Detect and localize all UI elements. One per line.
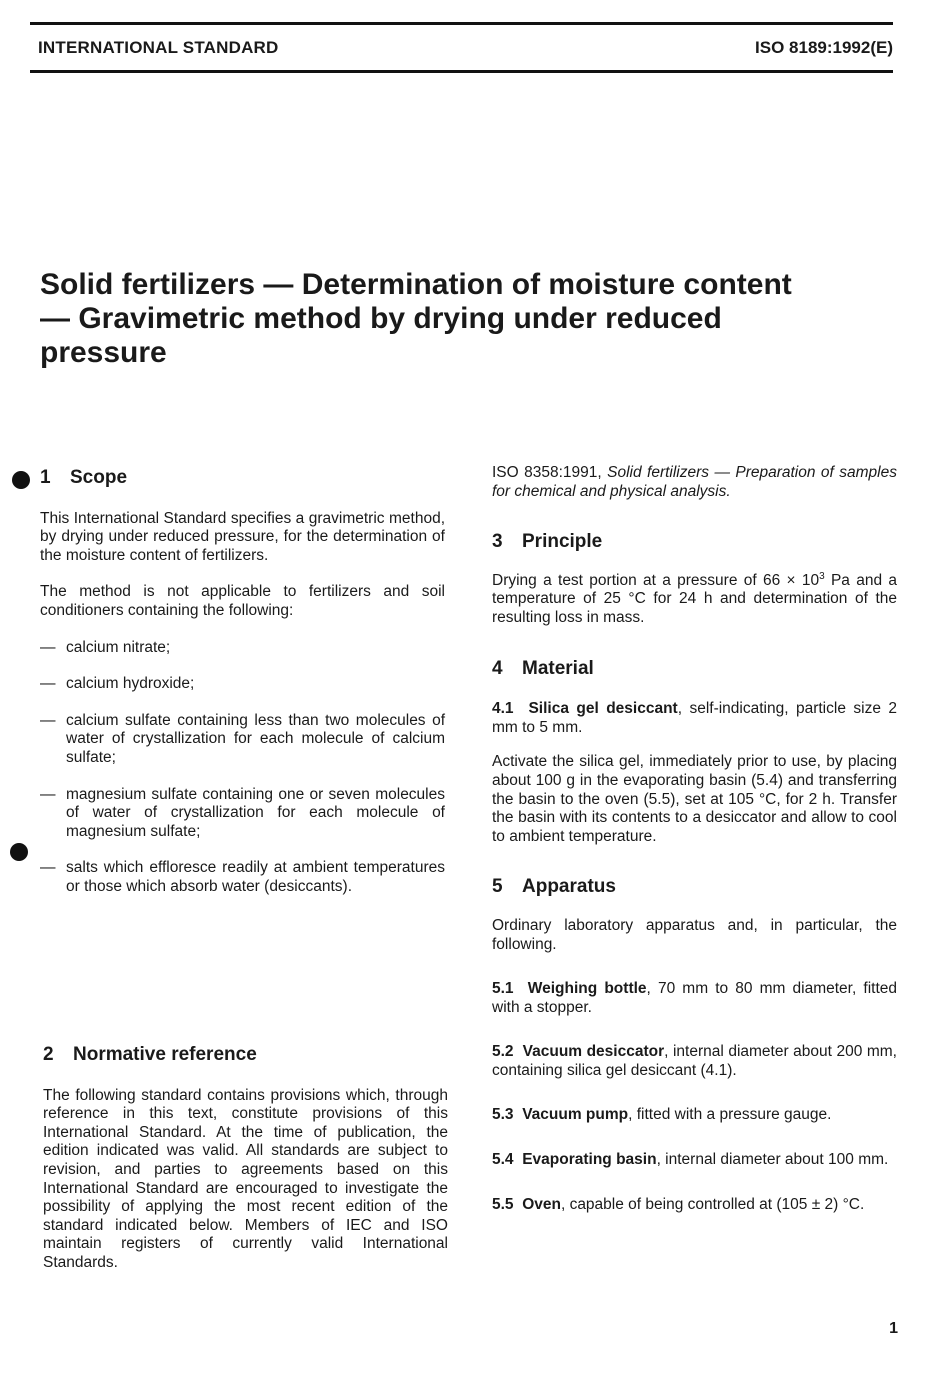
- apparatus-item: [492, 1151, 897, 1170]
- scope-paragraph-1: This International Standard specifies a gravimetric method, by drying under reduced pressure, for the determination of the moisture content of fertilizers.: [40, 509, 445, 564]
- list-item: [40, 712, 445, 768]
- subclause-text: , fitted with a pressure gauge.: [628, 1106, 832, 1124]
- subclause-number: 5.2: [492, 1043, 514, 1061]
- reference-title: Solid fertilizers — Preparation of samples for chemical and physical analysis.: [492, 464, 897, 500]
- subclause-text: , internal diameter about 200 mm, containing silica gel desiccant (4.1).: [492, 1043, 897, 1079]
- apparatus-item: [492, 1196, 897, 1215]
- subclause-title: Weighing bottle: [527, 980, 647, 998]
- dash-marker: —: [40, 711, 56, 729]
- section-heading-apparatus: [492, 878, 897, 897]
- subclause-number: 4.1: [492, 700, 514, 718]
- principle-exponent: 3: [819, 570, 825, 582]
- material-subclause-4-1: [492, 700, 897, 737]
- section-title: Scope: [70, 467, 128, 488]
- material-paragraph: Activate the silica gel, immediately prior to use, by placing about 100 g in the evaporating basin (5.4) and transferring the basin to the oven (5.5), set at 105 °C, for 2 h. Transfer the basin with its contents to a desiccator and allow to cool to ambient temperature.: [492, 753, 897, 845]
- section-number: 5: [492, 876, 503, 898]
- list-item: [40, 675, 445, 694]
- section-number: 1: [40, 467, 51, 488]
- principle-paragraph: [492, 572, 897, 628]
- apparatus-item: [492, 1043, 897, 1080]
- reference-code: ISO 8358:1991,: [492, 464, 602, 481]
- list-item: [40, 859, 445, 896]
- subclause-title: Vacuum desiccator: [522, 1043, 665, 1061]
- section-title: Material: [522, 657, 594, 679]
- margin-bullet-mark: [10, 843, 28, 861]
- dash-marker: —: [40, 785, 56, 803]
- header-rule-bottom: [30, 70, 893, 73]
- section-title: Principle: [522, 531, 603, 553]
- subclause-text: , capable of being controlled at (105 ± 2) °C.: [560, 1195, 865, 1213]
- subclause-number: 5.4: [492, 1151, 514, 1169]
- section-title: Normative reference: [73, 1044, 257, 1065]
- section-heading-material: [492, 657, 897, 679]
- subclause-title: Vacuum pump: [522, 1106, 629, 1124]
- subclause-title: Evaporating basin: [522, 1151, 657, 1169]
- header-document-number: ISO 8189:1992(E): [755, 38, 893, 57]
- left-column-lower: [43, 1046, 448, 1273]
- subclause-title: Oven: [522, 1195, 561, 1213]
- subclause-number: 5.3: [492, 1106, 514, 1124]
- section-heading-scope: [40, 469, 445, 488]
- list-item-text: salts which effloresce readily at ambient temperatures or those which absorb water (desiccants).: [66, 859, 445, 895]
- principle-text-start: Drying a test portion at a pressure of 66 × 10: [492, 571, 820, 589]
- list-item-text: calcium hydroxide;: [66, 675, 195, 693]
- list-item-text: magnesium sulfate containing one or seven molecules of water of crystallization for each molecule of magnesium sulfate;: [66, 785, 445, 840]
- dash-marker: —: [40, 859, 56, 877]
- right-column: [492, 464, 897, 1214]
- list-item-text: calcium sulfate containing less than two molecules of water of crystallization for each molecule of calcium sulfate;: [66, 711, 445, 766]
- subclause-number: 5.5: [492, 1195, 514, 1213]
- section-heading-principle: [492, 533, 897, 552]
- left-column: [40, 469, 445, 897]
- header-standard-label: INTERNATIONAL STANDARD: [38, 38, 279, 57]
- section-title: Apparatus: [522, 876, 616, 898]
- subclause-text: , 70 mm to 80 mm diameter, fitted with a stopper.: [492, 980, 897, 1016]
- apparatus-intro: Ordinary laboratory apparatus and, in particular, the following.: [492, 916, 897, 953]
- dash-marker: —: [40, 675, 56, 693]
- section-number: 4: [492, 657, 503, 679]
- subclause-text: , self-indicating, particle size 2 mm to 5 mm.: [492, 700, 897, 736]
- subclause-text: , internal diameter about 100 mm.: [656, 1151, 889, 1169]
- margin-bullet-mark: [12, 471, 30, 489]
- scope-paragraph-2: The method is not applicable to fertilizers and soil conditioners containing the following:: [40, 583, 445, 619]
- dash-marker: —: [40, 638, 56, 656]
- section-number: 2: [43, 1044, 54, 1065]
- normative-paragraph: The following standard contains provisions which, through reference in this text, constitute provisions of this International Standard. At the time of publication, the edition indicated was valid. All standards are subject to revision, and parties to agreements based on this International Standard are encouraged to investigate the possibility of applying the most recent edition of the standard indicated below. Members of IEC and ISO maintain registers of currently valid International Standards.: [43, 1086, 448, 1271]
- principle-text-end: Pa and a temperature of 25 °C for 24 h and determination of the resulting loss in mass.: [492, 571, 897, 626]
- section-heading-normative-reference: [43, 1046, 448, 1065]
- apparatus-item: [492, 1106, 897, 1125]
- list-item: [40, 786, 445, 842]
- list-item-text: calcium nitrate;: [66, 638, 171, 656]
- header-rule-top: [30, 22, 893, 25]
- normative-reference-entry: [492, 464, 897, 501]
- page-number: 1: [889, 1320, 898, 1337]
- apparatus-item: [492, 980, 897, 1017]
- document-title: Solid fertilizers — Determination of moisture content — Gravimetric method by drying under reduced pressure: [40, 268, 792, 369]
- subclause-number: 5.1: [492, 980, 514, 998]
- list-item: [40, 639, 445, 658]
- subclause-title: Silica gel desiccant: [528, 700, 678, 718]
- section-number: 3: [492, 531, 503, 553]
